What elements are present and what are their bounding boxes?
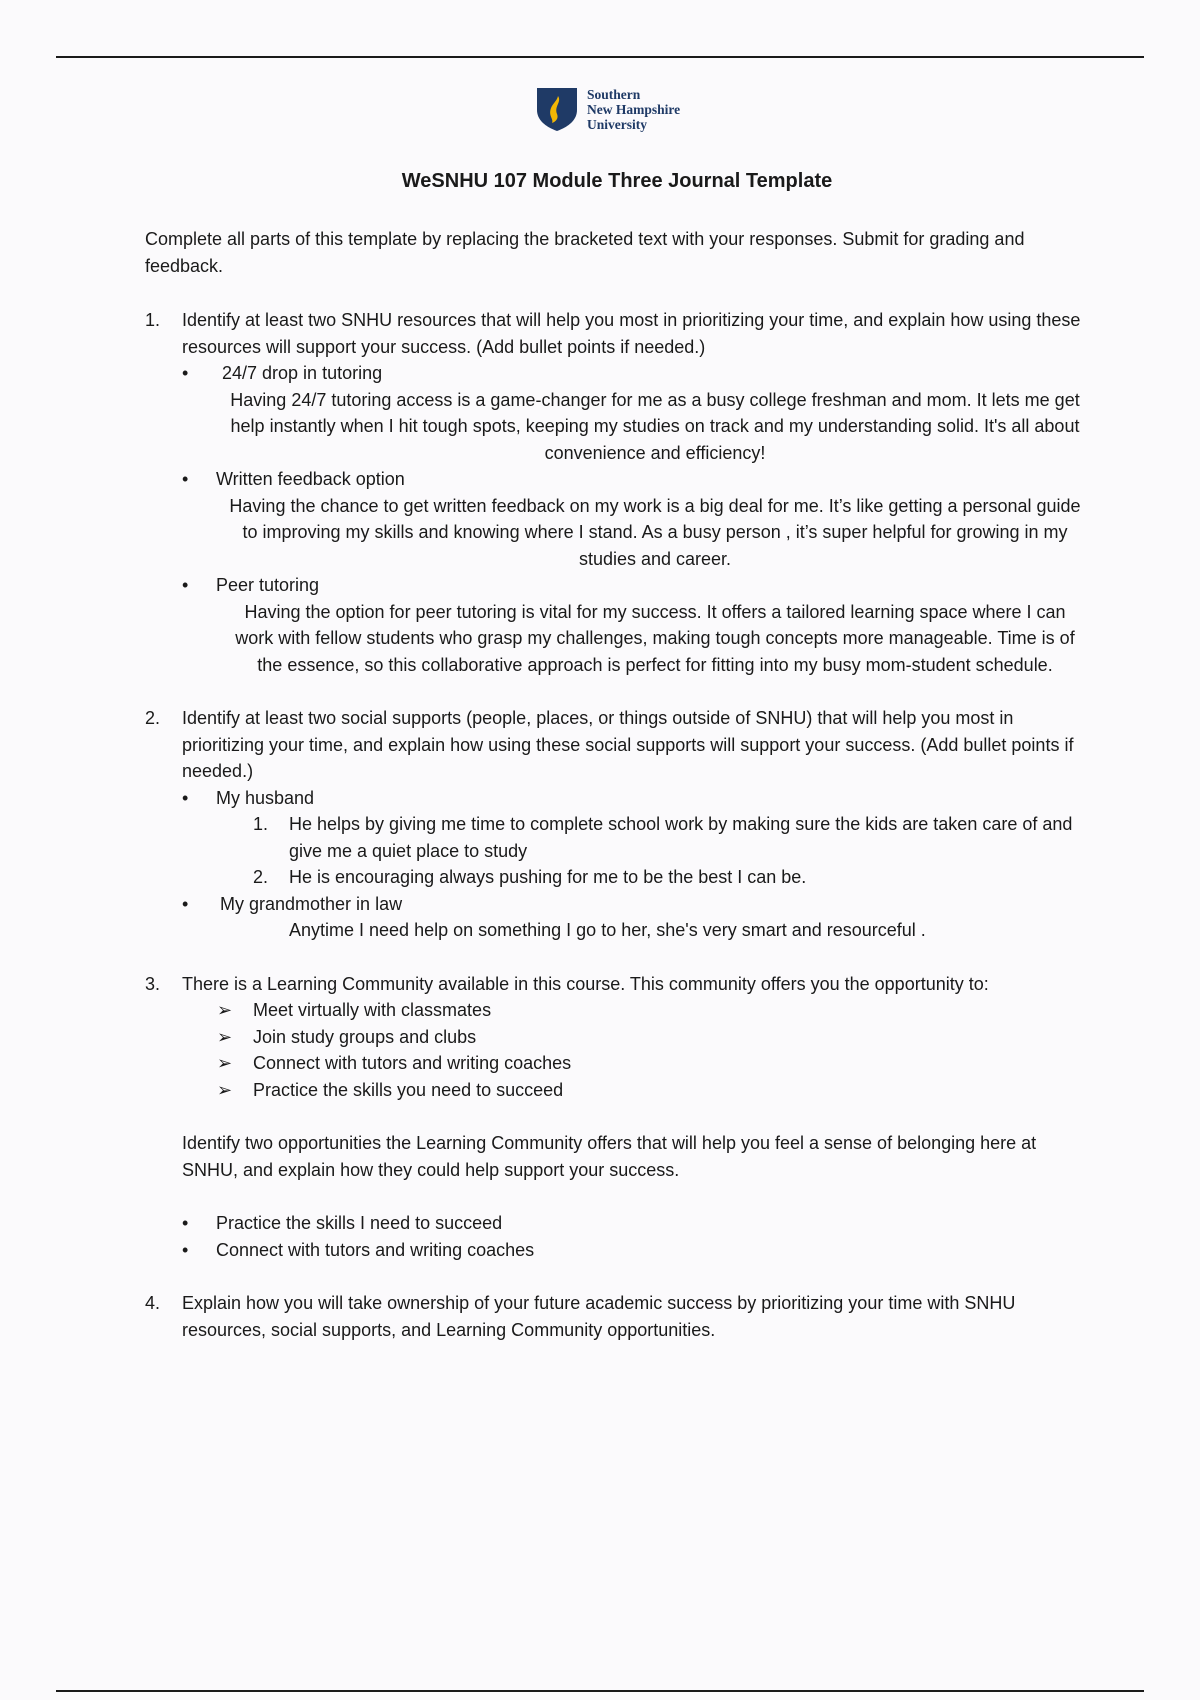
list-item — [145, 466, 1085, 493]
arrow-bullet-icon: ➢ — [217, 1026, 233, 1047]
list-item — [145, 572, 1085, 599]
intro-text: Complete all parts of this template by replacing the bracketed text with your responses. Submit for grading and feedback. — [145, 229, 1025, 276]
bullet-icon: • — [182, 575, 189, 595]
logo-line-1: Southern — [587, 86, 641, 102]
document-body — [145, 226, 1085, 1343]
list-item — [145, 1237, 1085, 1264]
question-text: Explain how you will take ownership of your future academic success by prioritizing your time with SNHU resources, social supports, and Learning Community opportunities. — [182, 1293, 1016, 1340]
sub-number: 2. — [253, 867, 269, 887]
question-prompt: Identify two opportunities the Learning Community offers that will help you feel a sense of belonging here at SNHU, and explain how they could help support your success. — [182, 1133, 1037, 1180]
response-text: Having 24/7 tutoring access is a game-changer for me as a busy college freshman and mom. It lets me get help instantly when I hit tough spots, keeping my studies on track and my understanding solid. It's all about convenience and efficiency! — [230, 389, 1080, 463]
bullet-icon: • — [182, 787, 189, 808]
question-text: Identify at least two SNHU resources that will help you most in prioritizing your time, and explain how using these resources will support your success. (Add bullet points if needed.) — [182, 310, 1081, 357]
list-item — [145, 360, 1085, 387]
list-item — [145, 891, 1085, 918]
arrow-item-text: Practice the skills you need to succeed — [253, 1079, 564, 1100]
bullet-icon: • — [182, 893, 189, 914]
response-text: Having the option for peer tutoring is vital for my success. It offers a tailored learning space where I can work with fellow students who grasp my challenges, making tough concepts more manageable. Time is of the essence, so this collaborative approach is perfect for fitting into my busy mom-student schedule. — [235, 601, 1075, 675]
sub-text: He is encouraging always pushing for me to be the best I can be. — [289, 867, 807, 887]
shield-flame-icon — [535, 86, 579, 132]
list-item — [145, 785, 1085, 812]
logo-line-3: University — [587, 116, 647, 132]
bullet-icon: • — [182, 1239, 189, 1260]
arrow-bullet-icon: ➢ — [217, 1079, 233, 1100]
page-title: WeSNHU 107 Module Three Journal Template — [401, 170, 833, 192]
sub-number: 1. — [253, 814, 269, 834]
arrow-list-item — [217, 1077, 1085, 1104]
arrow-bullet-icon: ➢ — [217, 1053, 233, 1073]
bullet-label: Practice the skills I need to succeed — [216, 1213, 503, 1233]
response-text: Anytime I need help on something I go to her, she's very smart and resourceful . — [289, 920, 926, 940]
bullet-label: My husband — [216, 787, 315, 808]
arrow-list-item — [217, 997, 1085, 1024]
bullet-label: Written feedback option — [216, 469, 405, 489]
bullet-label: My grandmother in law — [220, 893, 403, 914]
logo-line-2: New Hampshire — [587, 101, 681, 117]
question-text: There is a Learning Community available in this course. This community offers you the opportunity to: — [182, 973, 989, 994]
bullet-icon: • — [182, 1213, 189, 1233]
question-number: 4. — [145, 1293, 161, 1313]
arrow-list-item — [217, 1050, 1085, 1077]
header-rule — [56, 56, 1144, 58]
arrow-list-item — [217, 1024, 1085, 1051]
footer-rule — [56, 1690, 1144, 1692]
bullet-label: Peer tutoring — [216, 575, 320, 595]
question-number: 3. — [145, 973, 161, 994]
response-text: Having the chance to get written feedback on my work is a big deal for me. It’s like getting a personal guide to improving my skills and knowing where I stand. As a busy person , it’s super helpful for growing in my studies and career. — [229, 495, 1081, 569]
question-2 — [145, 705, 1085, 785]
snhu-logo — [535, 86, 680, 132]
numbered-sub-item — [253, 811, 1085, 864]
sub-text: He helps by giving me time to complete school work by making sure the kids are taken care of and give me a quiet place to study — [289, 814, 1073, 861]
bullet-icon: • — [182, 363, 189, 383]
bullet-label: 24/7 drop in tutoring — [222, 363, 383, 383]
arrow-item-text: Meet virtually with classmates — [253, 1000, 492, 1020]
bullet-icon: • — [182, 469, 189, 489]
list-item — [145, 1210, 1085, 1237]
arrow-item-text: Join study groups and clubs — [253, 1026, 477, 1047]
question-1 — [145, 307, 1085, 360]
arrow-item-text: Connect with tutors and writing coaches — [253, 1053, 572, 1073]
arrow-bullet-icon: ➢ — [217, 1000, 233, 1020]
question-text: Identify at least two social supports (people, places, or things outside of SNHU) that will help you most in prioritizing your time, and explain how using these social supports will support your success. (Add bullet points if needed.) — [182, 708, 1074, 781]
bullet-label: Connect with tutors and writing coaches — [216, 1239, 535, 1260]
logo-wordmark — [587, 87, 680, 132]
question-number: 1. — [145, 310, 161, 330]
question-number: 2. — [145, 708, 161, 728]
question-4 — [145, 1290, 1085, 1343]
numbered-sub-item — [253, 864, 1085, 891]
question-3 — [145, 971, 1085, 998]
